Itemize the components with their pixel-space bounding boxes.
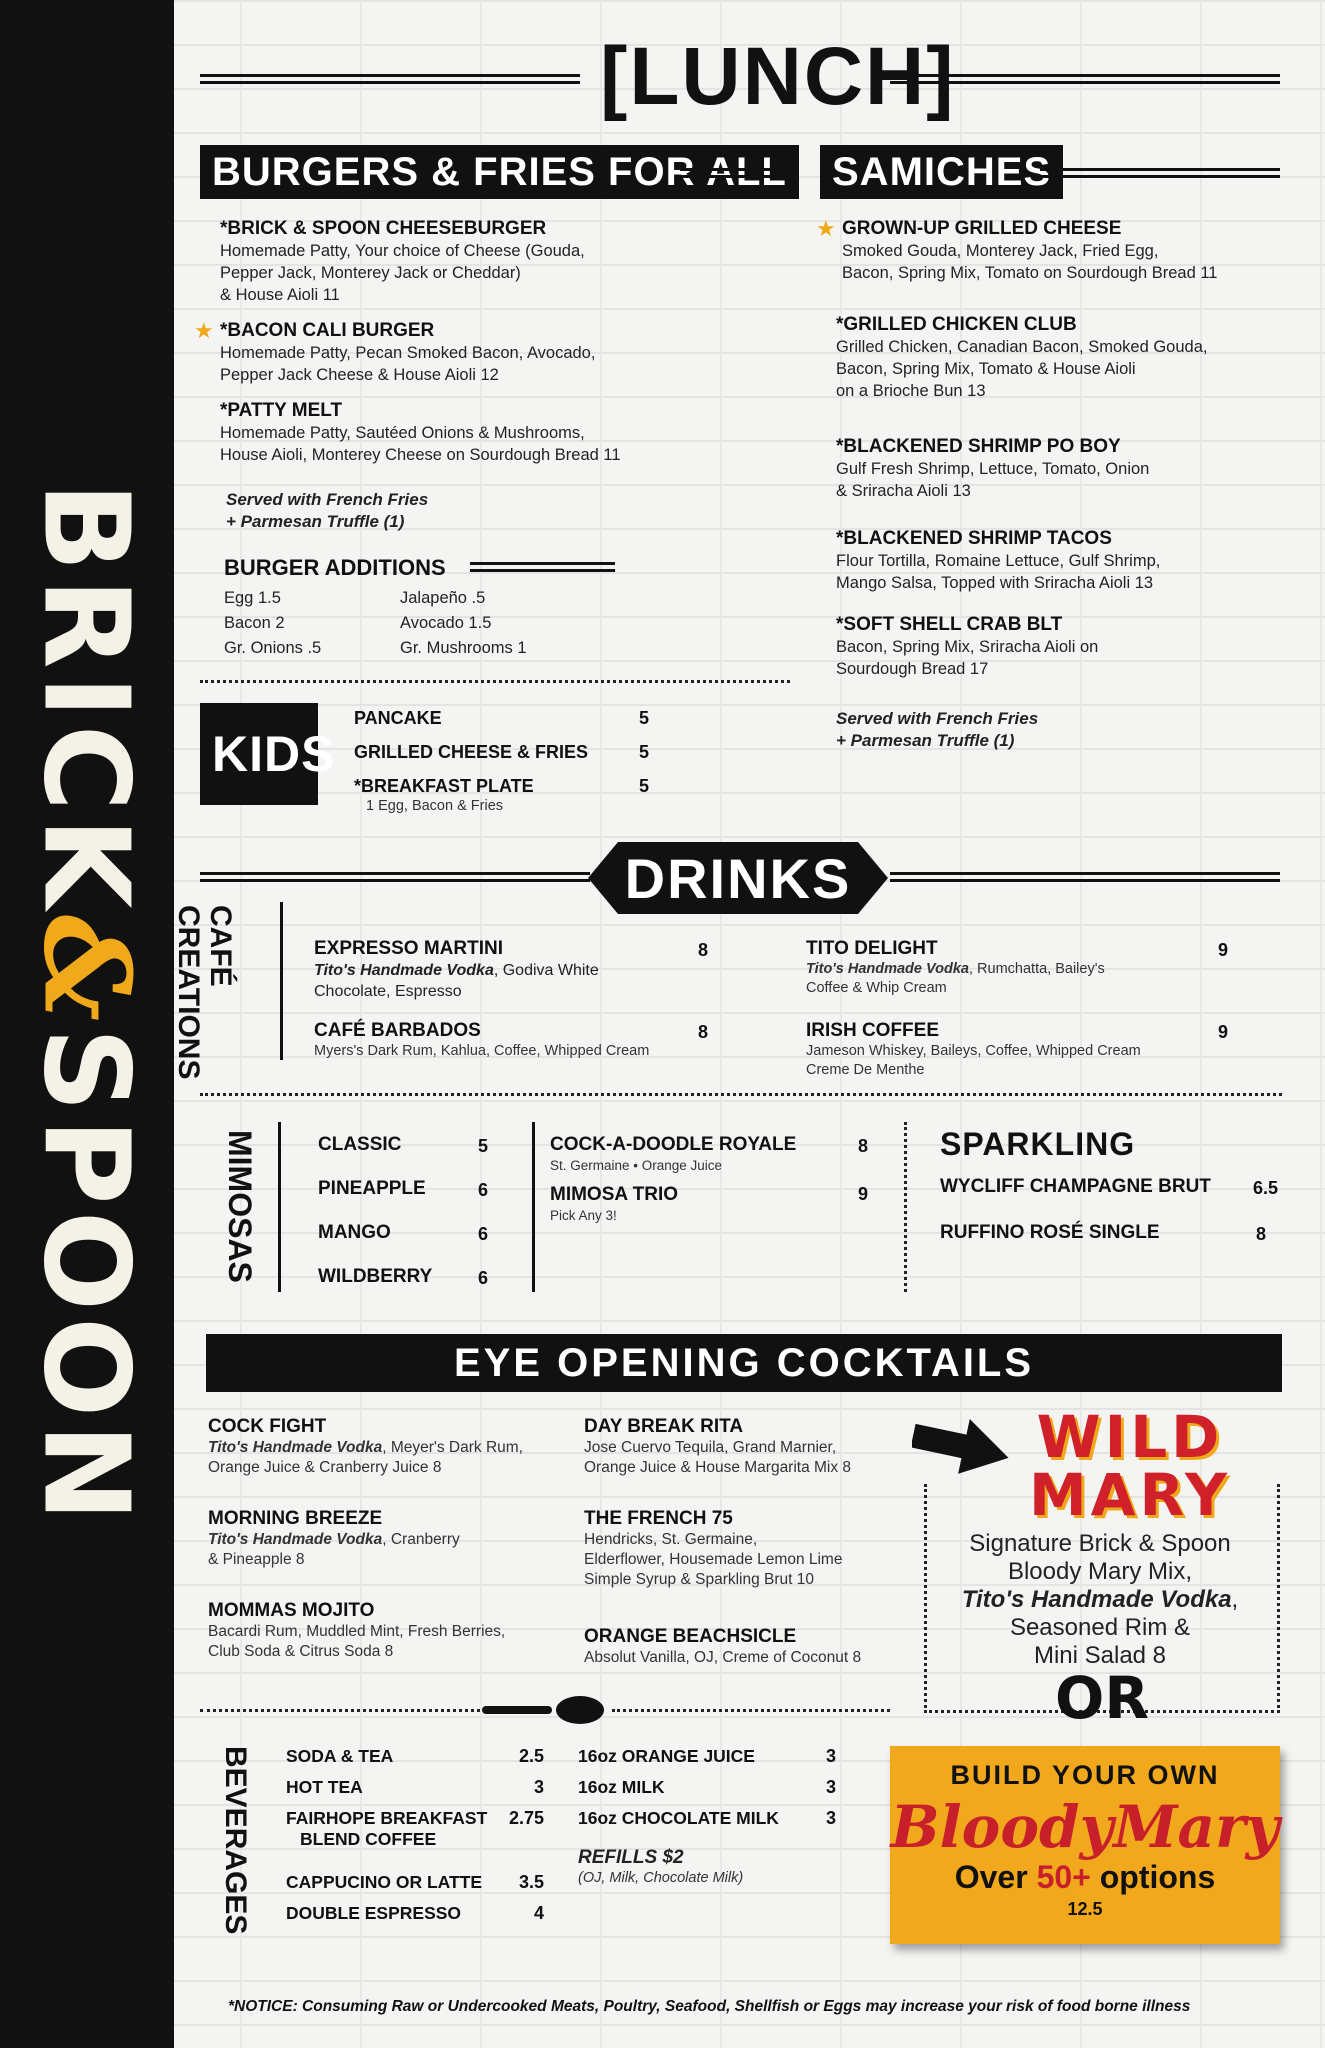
samich-item: *BLACKENED SHRIMP TACOS Flour Tortilla, Romaine Lettuce, Gulf Shrimp, Mango Salsa, Topped with Sriracha Aioli 13: [836, 528, 1286, 594]
cafe-item: TITO DELIGHT Tito's Handmade Vodka, Rumchatta, Bailey's Coffee & Whip Cream: [806, 938, 1105, 996]
divider-dotted: [200, 680, 790, 683]
cafe-divider: [280, 902, 283, 1060]
burgers-heading-rule: [680, 168, 790, 178]
brand-logo: BRICK&SPOON: [17, 481, 157, 1529]
item-name: *GRILLED CHICKEN CLUB: [836, 314, 1077, 335]
kids-item: *BREAKFAST PLATE 5 1 Egg, Bacon & Fries: [354, 776, 650, 814]
item-name: *BRICK & SPOON CHEESEBURGER: [220, 218, 547, 239]
cocktail-item: MOMMAS MOJITO Bacardi Rum, Muddled Mint, Fresh Berries, Club Soda & Citrus Soda 8: [208, 1600, 506, 1660]
sparkling-heading: SPARKLING: [940, 1126, 1136, 1162]
drinks-heading: DRINKS: [624, 847, 852, 910]
lunch-title: [LUNCH]: [600, 31, 956, 122]
mimosas-divider: [278, 1122, 281, 1292]
mimosas-label: MIMOSAS: [222, 1130, 258, 1283]
samich-item: *GRILLED CHICKEN CLUB Grilled Chicken, Canadian Bacon, Smoked Gouda, Bacon, Spring Mix, Tomato & House Aioli on a Brioche Bun 13: [836, 314, 1286, 402]
beverage-item: FAIRHOPE BREAKFAST BLEND COFFEE 2.75: [286, 1808, 544, 1849]
burger-item: *BACON CALI BURGER Homemade Patty, Pecan Smoked Bacon, Avocado, Pepper Jack Cheese & House Aioli 12: [220, 320, 700, 386]
cocktail-item: COCK FIGHT Tito's Handmade Vodka, Meyer's Dark Rum, Orange Juice & Cranberry Juice 8: [208, 1416, 523, 1476]
item-name: *BACON CALI BURGER: [220, 320, 435, 341]
item-name: GROWN-UP GRILLED CHEESE: [842, 218, 1122, 239]
kids-item: PANCAKE 5: [354, 708, 650, 728]
or-label: OR: [1055, 1664, 1149, 1732]
arrow-icon: [912, 1416, 1012, 1476]
additions-col1: Egg 1.5 Bacon 2 Gr. Onions .5: [224, 589, 322, 657]
divider-dotted: [200, 1093, 1282, 1096]
beverage-item: 16oz ORANGE JUICE 3: [578, 1746, 836, 1766]
samiches-served-note: Served with French Fries + Parmesan Truffle (1): [836, 709, 1039, 750]
lunch-rule-right: [890, 74, 1280, 84]
drinks-rule-right: [890, 872, 1280, 882]
mimosa-item: MANGO 6: [318, 1222, 489, 1244]
cocktail-item: THE FRENCH 75 Hendricks, St. Germaine, Elderflower, Housemade Lemon Lime Simple Syrup & Sparkling Brut 10: [584, 1508, 843, 1588]
mimosa-item: WILDBERRY 6: [318, 1266, 489, 1288]
burger-item: *PATTY MELT Homemade Patty, Sautéed Onions & Mushrooms, House Aioli, Monterey Cheese on Sourdough Bread 11: [220, 400, 710, 466]
cafe-price: 8: [698, 1022, 709, 1042]
burger-item: *BRICK & SPOON CHEESEBURGER Homemade Patty, Your choice of Cheese (Gouda, Pepper Jack, Monterey Jack or Cheddar) & House Aioli 11: [220, 218, 700, 306]
mimosas-divider: [532, 1122, 535, 1292]
beverages-label: BEVERAGES: [219, 1746, 252, 1935]
item-name: *BLACKENED SHRIMP TACOS: [836, 528, 1112, 549]
divider-dotted: [200, 1709, 480, 1712]
star-icon: ★: [194, 318, 214, 343]
samich-item: *BLACKENED SHRIMP PO BOY Gulf Fresh Shrimp, Lettuce, Tomato, Onion & Sriracha Aioli 13: [836, 436, 1286, 502]
sparkling-item: WYCLIFF CHAMPAGNE BRUT 6.5: [940, 1176, 1279, 1198]
mimosa-special: COCK-A-DOODLE ROYALE St. Germaine • Orange Juice: [550, 1134, 797, 1173]
samich-item: *SOFT SHELL CRAB BLT Bacon, Spring Mix, Sriracha Aioli on Sourdough Bread 17: [836, 614, 1286, 680]
sparkling-list: [940, 1176, 1280, 1268]
wild-mary-desc: Signature Brick & Spoon Bloody Mary Mix, Tito's Handmade Vodka, Seasoned Rim & Mini Salad 8: [961, 1530, 1239, 1669]
samiches-heading: SAMICHES: [820, 145, 1063, 199]
cafe-creations-label: CAFÉ CREATIONS: [172, 905, 237, 1080]
mimosa-item: PINEAPPLE 6: [318, 1178, 489, 1200]
burger-additions-rule: [470, 562, 615, 572]
star-icon: ★: [816, 216, 836, 241]
kids-heading: KIDS: [200, 703, 318, 805]
notice-text: *NOTICE: Consuming Raw or Undercooked Meats, Poultry, Seafood, Shellfish or Eggs may increase your risk of food borne illness: [228, 1998, 1191, 2015]
beverage-item: 16oz CHOCOLATE MILK 3: [578, 1808, 836, 1828]
item-name: *BLACKENED SHRIMP PO BOY: [836, 436, 1121, 457]
burger-additions-heading: BURGER ADDITIONS: [224, 555, 446, 580]
spoon-icon: [480, 1694, 606, 1726]
burgers-served-note: Served with French Fries + Parmesan Truffle (1): [226, 490, 429, 531]
cocktail-item: DAY BREAK RITA Jose Cuervo Tequila, Grand Marnier, Orange Juice & House Margarita Mix 8: [584, 1416, 852, 1476]
cocktails-heading: EYE OPENING COCKTAILS: [206, 1334, 1282, 1392]
burgers-heading: BURGERS & FRIES FOR ALL: [200, 145, 799, 199]
sparkling-item: RUFFINO ROSÉ SINGLE 8: [940, 1222, 1267, 1244]
beverage-item: SODA & TEA 2.5: [286, 1746, 544, 1766]
cafe-item: IRISH COFFEE Jameson Whiskey, Baileys, Coffee, Whipped Cream Creme De Menthe: [806, 1020, 1141, 1078]
beverages-col2: 16oz ORANGE JUICE 3 16oz MILK 3 16oz CHOCOLATE MILK 3 REFILLS $2 (OJ, Milk, Chocolate Milk): [578, 1746, 840, 1888]
cocktail-item: ORANGE BEACHSICLE Absolut Vanilla, OJ, Creme of Coconut 8: [584, 1626, 862, 1666]
divider-dotted: [612, 1709, 890, 1712]
cafe-item: CAFÉ BARBADOS Myers's Dark Rum, Kahlua, Coffee, Whipped Cream: [314, 1020, 650, 1059]
item-name: *PATTY MELT: [220, 400, 343, 421]
mimosas-list: [318, 1134, 498, 1310]
beverage-item: HOT TEA 3: [286, 1777, 544, 1797]
mimosa-special-price: 9: [858, 1184, 869, 1204]
kids-list: [354, 708, 654, 816]
samiches-heading-rule: [1040, 168, 1280, 178]
beverages-col1: [286, 1746, 550, 1934]
lunch-rule-left-long: [200, 74, 580, 84]
samich-item: GROWN-UP GRILLED CHEESE Smoked Gouda, Monterey Jack, Fried Egg, Bacon, Spring Mix, Tomato on Sourdough Bread 11: [842, 218, 1282, 284]
drinks-rule-left: [200, 872, 590, 882]
mimosa-item: CLASSIC 5: [318, 1134, 489, 1156]
additions-col2: Jalapeño .5 Avocado 1.5 Gr. Mushrooms 1: [400, 589, 527, 657]
beverage-item: 16oz MILK 3: [578, 1777, 836, 1797]
mimosa-special-price: 8: [858, 1136, 869, 1156]
mimosa-special: MIMOSA TRIO Pick Any 3!: [550, 1184, 679, 1223]
cocktail-item: MORNING BREEZE Tito's Handmade Vodka, Cranberry & Pineapple 8: [208, 1508, 460, 1568]
beverage-item: DOUBLE ESPRESSO 4: [286, 1903, 544, 1923]
divider-dotted-vertical: [904, 1122, 907, 1292]
byo-box: BUILD YOUR OWN BloodyMary Over 50+ options 12.5: [890, 1746, 1280, 1944]
cafe-item: EXPRESSO MARTINI Tito's Handmade Vodka, Godiva White Chocolate, Espresso: [314, 938, 599, 1000]
brand-sidebar: [0, 0, 174, 2048]
beverage-item: CAPPUCINO OR LATTE 3.5: [286, 1872, 544, 1892]
cafe-price: 9: [1218, 1022, 1229, 1042]
cafe-price: 8: [698, 940, 709, 960]
item-name: *SOFT SHELL CRAB BLT: [836, 614, 1063, 635]
kids-item: GRILLED CHEESE & FRIES 5: [354, 742, 650, 762]
wild-mary-title: WILD MARY: [1028, 1403, 1232, 1529]
cafe-price: 9: [1218, 940, 1229, 960]
